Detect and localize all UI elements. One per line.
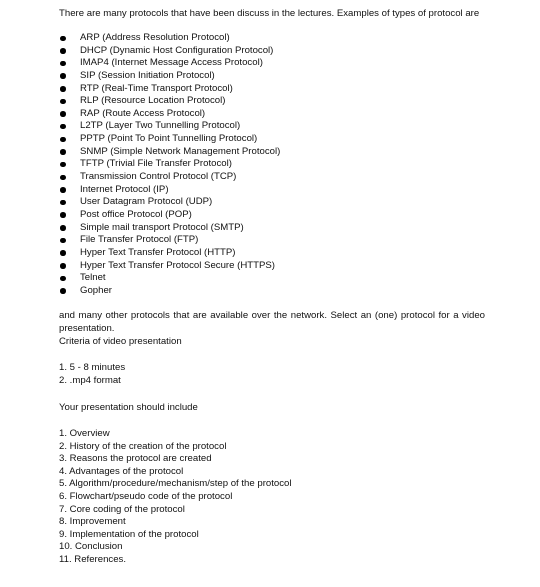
list-item: 8. Improvement <box>59 516 126 528</box>
list-item: RAP (Route Access Protocol) <box>59 108 280 121</box>
bullet-icon <box>60 149 66 155</box>
list-item: 2. .mp4 format <box>59 374 121 386</box>
list-item: Gopher <box>59 285 280 298</box>
bullet-icon <box>60 73 66 79</box>
list-item: SIP (Session Initiation Protocol) <box>59 70 280 83</box>
bullet-icon <box>60 61 66 67</box>
list-item: User Datagram Protocol (UDP) <box>59 196 280 209</box>
list-item: 4. Advantages of the protocol <box>59 465 184 477</box>
list-item: SNMP (Simple Network Management Protocol) <box>59 146 280 159</box>
list-item: RTP (Real-Time Transport Protocol) <box>59 83 280 96</box>
list-item: Transmission Control Protocol (TCP) <box>59 171 280 184</box>
bullet-icon <box>60 263 66 269</box>
list-item: 10. Conclusion <box>59 541 123 553</box>
list-item: 1. 5 - 8 minutes <box>59 362 126 373</box>
bullet-icon <box>60 175 66 181</box>
bullet-icon <box>60 225 66 231</box>
criteria-heading: Criteria of video presentation <box>59 336 182 347</box>
list-item: Internet Protocol (IP) <box>59 184 280 197</box>
list-item: 2. History of the creation of the protocol <box>59 440 227 452</box>
bullet-icon <box>60 48 66 54</box>
list-item: Hyper Text Transfer Protocol (HTTP) <box>59 247 280 260</box>
criteria-list <box>59 362 125 387</box>
bullet-icon <box>60 187 66 193</box>
list-item: 1. Overview <box>59 428 110 439</box>
list-item: File Transfer Protocol (FTP) <box>59 234 280 247</box>
bullet-icon <box>60 238 66 244</box>
bullet-icon <box>60 212 66 218</box>
list-item: Telnet <box>59 272 280 285</box>
bullet-icon <box>60 162 66 168</box>
list-item: 5. Algorithm/procedure/mechanism/step of the protocol <box>59 478 292 490</box>
list-item: TFTP (Trivial File Transfer Protocol) <box>59 158 280 171</box>
bullet-icon <box>60 288 66 294</box>
list-item: RLP (Resource Location Protocol) <box>59 95 280 108</box>
bullet-icon <box>60 250 66 256</box>
bullet-icon <box>60 99 66 105</box>
list-item: IMAP4 (Internet Message Access Protocol) <box>59 57 280 70</box>
include-heading: Your presentation should include <box>59 402 198 413</box>
list-item: DHCP (Dynamic Host Configuration Protocol) <box>59 45 280 58</box>
list-item: 3. Reasons the protocol are created <box>59 453 212 465</box>
bullet-icon <box>60 36 66 42</box>
list-item: Simple mail transport Protocol (SMTP) <box>59 222 280 235</box>
protocol-bullet-list <box>59 32 280 297</box>
bullet-icon <box>60 86 66 92</box>
list-item: 7. Core coding of the protocol <box>59 503 185 515</box>
selection-paragraph: and many other protocols that are available over the network. Select an (one) protocol for a video presentation. <box>59 310 485 334</box>
intro-text: There are many protocols that have been discuss in the lectures. Examples of types of protocol are <box>59 8 480 19</box>
list-item: Hyper Text Transfer Protocol Secure (HTTPS) <box>59 260 280 273</box>
bullet-icon <box>60 137 66 143</box>
list-item: PPTP (Point To Point Tunnelling Protocol) <box>59 133 280 146</box>
bullet-icon <box>60 124 66 130</box>
list-item: 6. Flowchart/pseudo code of the protocol <box>59 490 233 502</box>
list-item: 11. References. <box>59 553 127 565</box>
list-item: Post office Protocol (POP) <box>59 209 280 222</box>
bullet-icon <box>60 111 66 117</box>
list-item: L2TP (Layer Two Tunnelling Protocol) <box>59 120 280 133</box>
include-list <box>59 428 292 567</box>
list-item: ARP (Address Resolution Protocol) <box>59 32 280 45</box>
list-item: 9. Implementation of the protocol <box>59 528 199 540</box>
bullet-icon <box>60 276 66 282</box>
bullet-icon <box>60 200 66 206</box>
